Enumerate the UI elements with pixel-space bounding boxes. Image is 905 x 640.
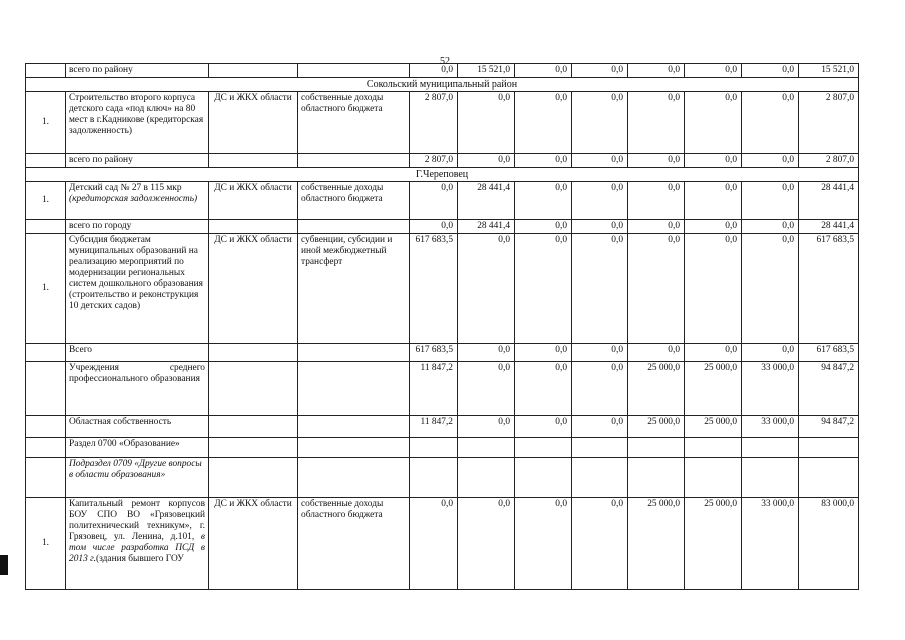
table-row	[26, 438, 859, 458]
row-name-note: в том числе разработка ПСД в 2013 г.	[69, 532, 205, 564]
value-cell: 0,0	[628, 154, 685, 168]
row-org: ДС и ЖКХ области	[209, 92, 298, 154]
value-cell: 0,0	[685, 344, 742, 362]
value-cell: 0,0	[742, 344, 799, 362]
value-cell: 28 441,4	[458, 182, 515, 220]
value-cell: 0,0	[742, 220, 799, 234]
section-header-row	[26, 78, 859, 92]
table-row	[26, 154, 859, 168]
value-cell: 0,0	[572, 344, 628, 362]
value-cell: 33 000,0	[742, 362, 799, 416]
value-cell: 0,0	[458, 498, 515, 590]
row-name-tail: (здания бывшего ГОУ	[95, 554, 184, 564]
row-name	[66, 182, 209, 220]
value-cell: 0,0	[685, 234, 742, 344]
table-row	[26, 182, 859, 220]
value-cell: 0,0	[742, 92, 799, 154]
value-cell: 0,0	[410, 498, 458, 590]
value-cell: 2 807,0	[799, 92, 859, 154]
row-index: 1.	[26, 182, 66, 220]
row-name-text: Детский сад № 27 в 115 мкр	[69, 183, 182, 193]
value-cell: 0,0	[410, 182, 458, 220]
value-cell: 0,0	[515, 362, 572, 416]
value-cell: 0,0	[572, 154, 628, 168]
value-cell: 0,0	[628, 234, 685, 344]
value-cell: 33 000,0	[742, 498, 799, 590]
table-row	[26, 416, 859, 438]
value-cell: 25 000,0	[628, 362, 685, 416]
value-cell: 0,0	[742, 182, 799, 220]
value-cell: 11 847,2	[410, 362, 458, 416]
value-cell: 15 521,0	[799, 64, 859, 78]
value-cell: 0,0	[572, 92, 628, 154]
value-cell: 0,0	[458, 234, 515, 344]
value-cell: 0,0	[458, 344, 515, 362]
value-cell: 0,0	[685, 220, 742, 234]
table-row	[26, 92, 859, 154]
row-label: Всего	[66, 344, 209, 362]
value-cell: 0,0	[628, 182, 685, 220]
value-cell: 28 441,4	[799, 220, 859, 234]
value-cell: 0,0	[515, 154, 572, 168]
value-cell: 25 000,0	[685, 498, 742, 590]
row-label: Учреждения среднего профессионального образования	[66, 362, 209, 416]
value-cell: 0,0	[572, 234, 628, 344]
value-cell: 0,0	[458, 362, 515, 416]
value-cell: 0,0	[458, 92, 515, 154]
row-name: Строительство второго корпуса детского сада «под ключ» на 80 мест в г.Кадникове (кредиторская задолженность)	[66, 92, 209, 154]
table-row	[26, 64, 859, 78]
value-cell: 0,0	[742, 154, 799, 168]
value-cell: 0,0	[458, 416, 515, 438]
value-cell: 25 000,0	[685, 362, 742, 416]
value-cell: 0,0	[515, 344, 572, 362]
row-label: Подраздел 0709 «Другие вопросы в области образования»	[66, 458, 209, 498]
value-cell: 0,0	[685, 64, 742, 78]
table-row	[26, 458, 859, 498]
row-source: собственные доходы областного бюджета	[298, 182, 410, 220]
table-row	[26, 498, 859, 590]
value-cell: 2 807,0	[410, 92, 458, 154]
value-cell: 25 000,0	[685, 416, 742, 438]
value-cell: 0,0	[515, 498, 572, 590]
value-cell: 0,0	[515, 64, 572, 78]
value-cell: 0,0	[628, 92, 685, 154]
value-cell: 28 441,4	[458, 220, 515, 234]
value-cell: 0,0	[572, 220, 628, 234]
value-cell: 94 847,2	[799, 416, 859, 438]
table-row	[26, 234, 859, 344]
value-cell: 0,0	[628, 220, 685, 234]
value-cell: 11 847,2	[410, 416, 458, 438]
row-label: всего по району	[66, 154, 209, 168]
row-org: ДС и ЖКХ области	[209, 182, 298, 220]
scan-edge-mark	[0, 555, 8, 575]
row-name	[66, 498, 209, 590]
page-number: 52	[440, 56, 450, 67]
value-cell: 0,0	[742, 64, 799, 78]
value-cell: 617 683,5	[410, 234, 458, 344]
row-name: Субсидия бюджетам муниципальных образований на реализацию мероприятий по модернизации региональных систем дошкольного образования (строительство и реконструкция 10 детских садов)	[66, 234, 209, 344]
table-row	[26, 344, 859, 362]
value-cell: 0,0	[628, 344, 685, 362]
section-title: Г.Череповец	[26, 168, 859, 182]
value-cell: 0,0	[685, 182, 742, 220]
value-cell: 94 847,2	[799, 362, 859, 416]
value-cell: 0,0	[572, 362, 628, 416]
row-org: ДС и ЖКХ области	[209, 498, 298, 590]
value-cell: 28 441,4	[799, 182, 859, 220]
value-cell: 0,0	[685, 92, 742, 154]
value-cell: 0,0	[572, 64, 628, 78]
value-cell: 0,0	[515, 220, 572, 234]
value-cell: 25 000,0	[628, 416, 685, 438]
value-cell: 0,0	[410, 220, 458, 234]
row-index: 1.	[26, 92, 66, 154]
value-cell: 15 521,0	[458, 64, 515, 78]
section-header-row	[26, 168, 859, 182]
row-source: собственные доходы областного бюджета	[298, 498, 410, 590]
row-org: ДС и ЖКХ области	[209, 234, 298, 344]
value-cell: 0,0	[515, 416, 572, 438]
value-cell: 617 683,5	[410, 344, 458, 362]
value-cell: 0,0	[572, 498, 628, 590]
value-cell: 0,0	[515, 92, 572, 154]
row-source: собственные доходы областного бюджета	[298, 92, 410, 154]
row-name-note: (кредиторская задолженность)	[69, 194, 198, 204]
budget-table	[25, 63, 859, 590]
row-label: Раздел 0700 «Образование»	[66, 438, 209, 458]
value-cell: 0,0	[685, 154, 742, 168]
row-label: всего по району	[66, 64, 209, 78]
row-name-text: Капитальный ремонт корпусов БОУ СПО ВО «Грязовецкий политехнический техникум», г. Грязовец, ул. Ленина, д.101,	[69, 499, 205, 542]
row-source: субвенции, субсидии и иной межбюджетный трансферт	[298, 234, 410, 344]
value-cell: 0,0	[515, 182, 572, 220]
value-cell: 33 000,0	[742, 416, 799, 438]
row-index: 1.	[26, 234, 66, 344]
value-cell: 0,0	[515, 234, 572, 344]
value-cell: 0,0	[572, 416, 628, 438]
row-index: 1.	[26, 498, 66, 590]
value-cell: 0,0	[628, 64, 685, 78]
value-cell: 0,0	[458, 154, 515, 168]
value-cell: 2 807,0	[410, 154, 458, 168]
value-cell: 0,0	[410, 64, 458, 78]
value-cell: 0,0	[742, 234, 799, 344]
row-label: Областная собственность	[66, 416, 209, 438]
table-row	[26, 220, 859, 234]
value-cell: 2 807,0	[799, 154, 859, 168]
section-title: Сокольский муниципальный район	[26, 78, 859, 92]
value-cell: 25 000,0	[628, 498, 685, 590]
value-cell: 617 683,5	[799, 234, 859, 344]
value-cell: 617 683,5	[799, 344, 859, 362]
value-cell: 83 000,0	[799, 498, 859, 590]
table-row	[26, 362, 859, 416]
value-cell: 0,0	[572, 182, 628, 220]
row-label: всего по городу	[66, 220, 209, 234]
